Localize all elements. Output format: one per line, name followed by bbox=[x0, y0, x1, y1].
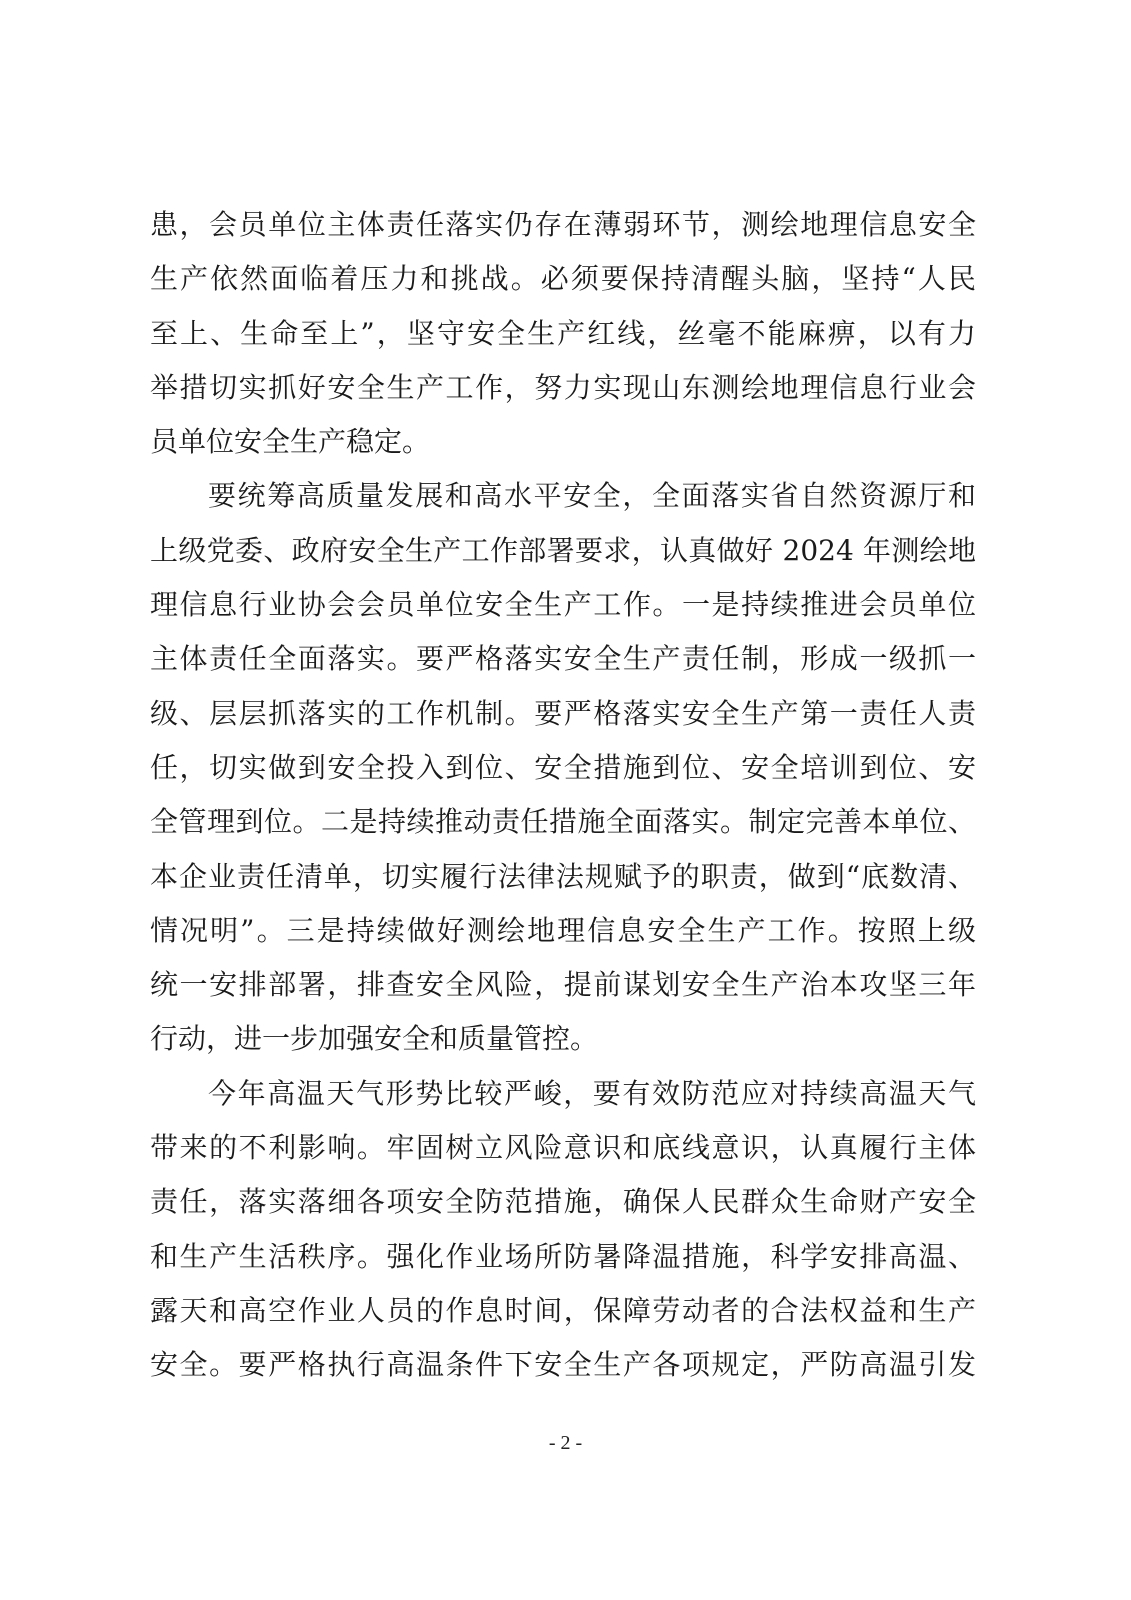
text-line: 任，切实做到安全投入到位、安全措施到位、安全培训到位、安 bbox=[150, 750, 976, 784]
text-line: 行动，进一步加强安全和质量管控。 bbox=[150, 1022, 599, 1056]
text-line: 安全。要严格执行高温条件下安全生产各项规定，严防高温引发 bbox=[150, 1348, 976, 1382]
text-line: 级、层层抓落实的工作机制。要严格落实安全生产第一责任人责 bbox=[150, 696, 976, 730]
text-line: 统一安排部署，排查安全风险，提前谋划安全生产治本攻坚三年 bbox=[150, 968, 976, 1002]
body-text bbox=[150, 198, 976, 1393]
text-line: 情况明”。三是持续做好测绘地理信息安全生产工作。按照上级 bbox=[150, 913, 976, 947]
page-number: - 2 - bbox=[548, 1432, 583, 1454]
text-line: 上级党委、政府安全生产工作部署要求，认真做好 2024 年测绘地 bbox=[150, 533, 976, 567]
text-line: 患，会员单位主体责任落实仍存在薄弱环节，测绘地理信息安全 bbox=[150, 208, 976, 241]
text-line: 理信息行业协会会员单位安全生产工作。一是持续推进会员单位 bbox=[150, 588, 976, 622]
text-line: 至上、生命至上”，坚守安全生产红线，丝毫不能麻痹，以有力 bbox=[150, 316, 976, 350]
text-line: 生产依然面临着压力和挑战。必须要保持清醒头脑，坚持“人民 bbox=[150, 262, 976, 296]
text-line: 主体责任全面落实。要严格落实安全生产责任制，形成一级抓一 bbox=[150, 642, 976, 676]
text-line: 带来的不利影响。牢固树立风险意识和底线意识，认真履行主体 bbox=[150, 1131, 976, 1165]
text-line: 露天和高空作业人员的作息时间，保障劳动者的合法权益和生产 bbox=[150, 1293, 976, 1327]
text-line: 要统筹高质量发展和高水平安全，全面落实省自然资源厅和 bbox=[208, 479, 976, 513]
text-line: 本企业责任清单，切实履行法律法规赋予的职责，做到“底数清、 bbox=[150, 859, 976, 893]
text-line: 和生产生活秩序。强化作业场所防暑降温措施，科学安排高温、 bbox=[150, 1239, 976, 1273]
text-line: 责任，落实落细各项安全防范措施，确保人民群众生命财产安全 bbox=[150, 1185, 976, 1219]
text-line: 举措切实抓好安全生产工作，努力实现山东测绘地理信息行业会 bbox=[150, 370, 976, 404]
text-line: 今年高温天气形势比较严峻，要有效防范应对持续高温天气 bbox=[208, 1076, 976, 1110]
text-line: 全管理到位。二是持续推动责任措施全面落实。制定完善本单位、 bbox=[150, 805, 976, 839]
text-line: 员单位安全生产稳定。 bbox=[150, 425, 431, 459]
